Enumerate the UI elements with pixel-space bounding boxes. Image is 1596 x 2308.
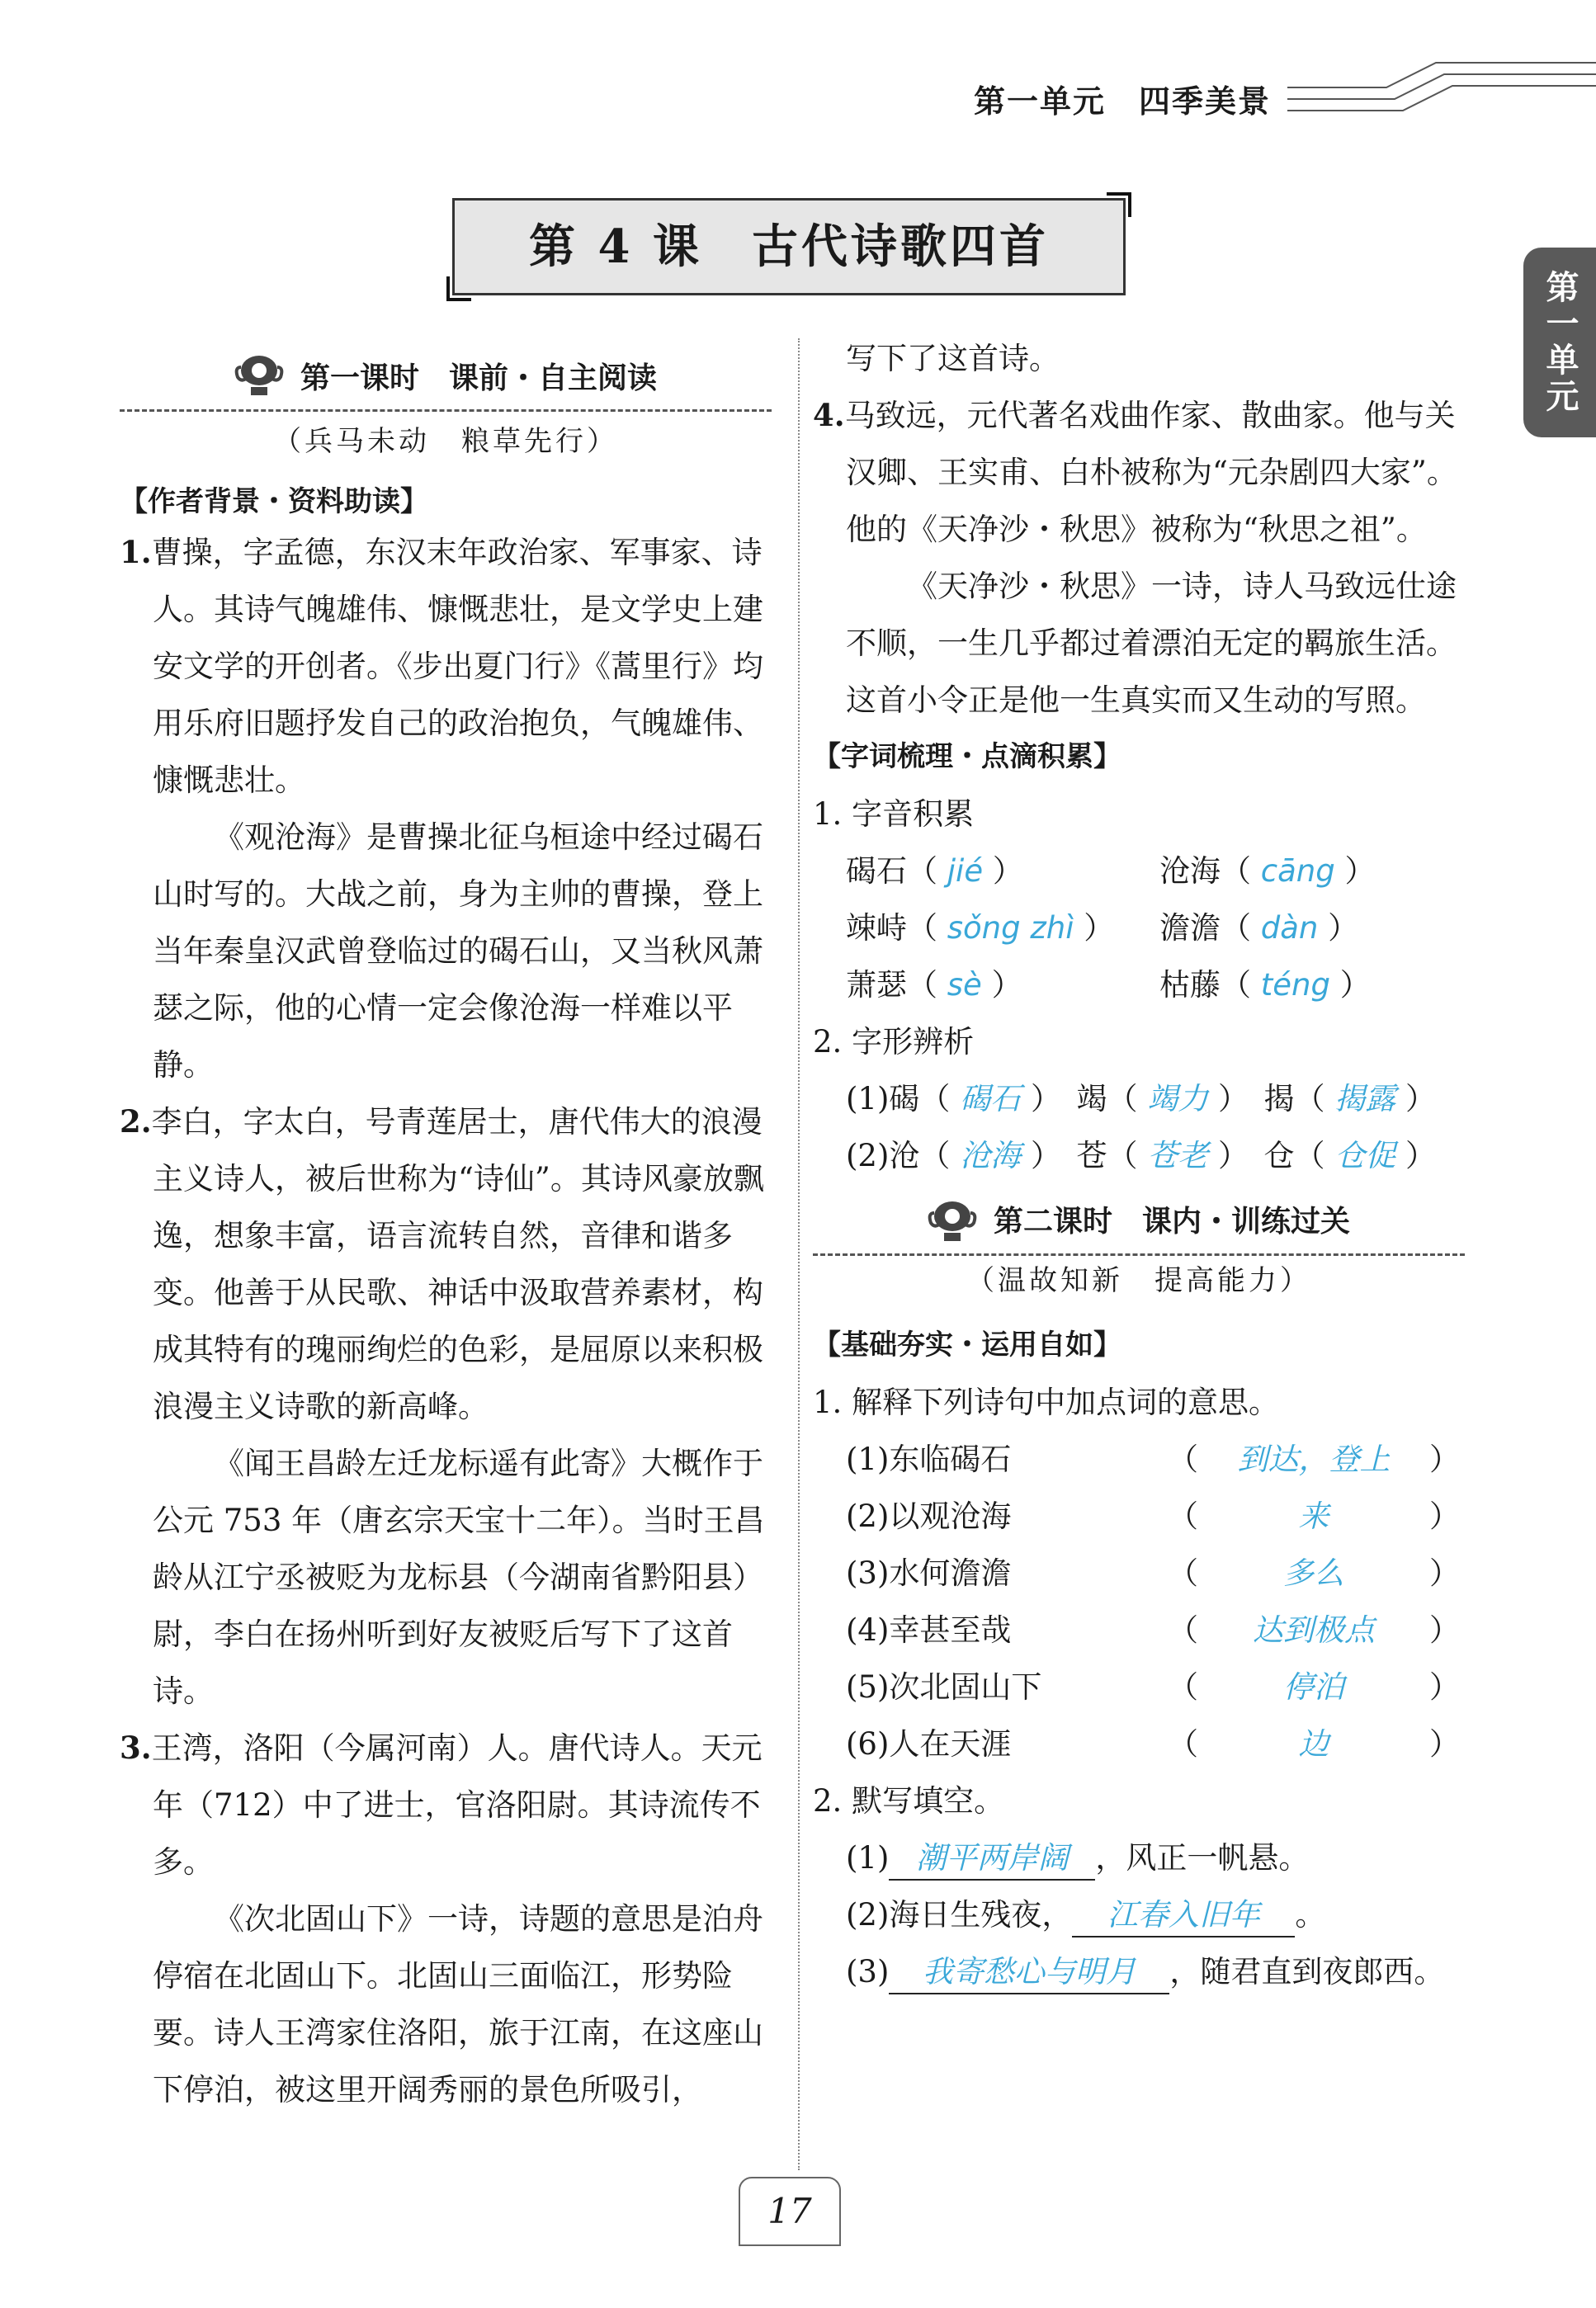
form-row: (2)沧（ 沧海 ） 苍（ 苍老 ） 仓（ 仓促 ）: [846, 1138, 1437, 1173]
lesson2-title: 第二课时 课内・训练过关: [993, 1204, 1350, 1239]
list-item: 3.王湾，洛阳（今属河南）人。唐代诗人。天元年（712）中了进士，官洛阳尉。其诗流传不多。: [120, 1730, 763, 1880]
trophy-icon: [234, 352, 284, 399]
fill-blank[interactable]: 潮平两岸阔: [889, 1838, 1095, 1881]
explain-row: (4)幸甚至哉 （ 达到极点 ）: [846, 1612, 1460, 1648]
handwritten-answer: sè: [947, 967, 982, 1003]
pinyin-item: 澹澹（ dàn ）: [1159, 910, 1359, 946]
pinyin-item: 萧瑟（ sè ）: [846, 967, 1022, 1003]
page-number: 17: [739, 2177, 841, 2246]
explain-row: (3)水何澹澹 （ 多么 ）: [846, 1555, 1460, 1591]
fill-blank[interactable]: 我寄愁心与明月: [889, 1952, 1169, 1994]
pinyin-item: 枯藤（ téng ）: [1159, 967, 1371, 1003]
list-item: 2.李白，字太白，号青莲居士，唐代伟大的浪漫主义诗人，被后世称为“诗仙”。其诗风豪放飘逸，想象丰富，语言流转自然，音律和谐多变。他善于从民歌、神话中汲取营养素材，构成其特有的瑰丽绚烂的色彩，是屈原以来积极浪漫主义诗歌的新高峰。: [120, 1103, 764, 1424]
dashed-rule: [120, 409, 772, 412]
lesson-title: 第 4 课 古代诗歌四首: [529, 219, 1049, 274]
explain-row: (2)以观沧海 （ 来 ）: [846, 1499, 1460, 1534]
column-divider: [798, 338, 800, 2170]
fill-row: (2)海日生残夜， 江春入旧年 。: [846, 1886, 1465, 1943]
lesson1-subtitle: （兵马未动 粮草先行）: [273, 425, 618, 458]
list-item: 《闻王昌龄左迁龙标遥有此寄》大概作于公元 753 年（唐玄宗天宝十二年）。当时王昌龄从江宁丞被贬为龙标县（今湖南省黔阳县）尉，李白在扬州听到好友被贬后写下了这首诗。: [153, 1446, 765, 1709]
unit-header: 第一单元 四季美景: [974, 83, 1272, 120]
section-heading-vocab: 【字词梳理・点滴积累】: [813, 740, 1121, 773]
form-rows: [813, 1070, 1465, 1184]
lesson1-heading: [120, 347, 772, 404]
list-item: 1.曹操，字孟德，东汉末年政治家、军事家、诗人。其诗气魄雄伟、慷慨悲壮，是文学史上建安文学的开创者。《步出夏门行》《蒿里行》均用乐府旧题抒发自己的政治抱负，气魄雄伟、慷慨悲壮。: [120, 534, 763, 798]
paragraph: 《天净沙・秋思》一诗，诗人马致远仕途不顺，一生几乎都过着漂泊无定的羁旅生活。这首小令正是他一生真实而又生动的写照。: [846, 569, 1457, 718]
section-heading-basics: 【基础夯实・运用自如】: [813, 1329, 1121, 1362]
left-column: [120, 347, 772, 2118]
author-background-list: [120, 524, 772, 2118]
pinyin-grid: [813, 842, 1465, 1013]
unit-side-tab[interactable]: 第一单元: [1523, 248, 1596, 437]
fill-blank[interactable]: 江春入旧年: [1072, 1895, 1295, 1937]
handwritten-answer: dàn: [1260, 910, 1319, 946]
pinyin-item: 沧海（ cāng ）: [1159, 853, 1376, 889]
question-pinyin: 1. 字音积累: [813, 796, 975, 832]
corner-decor: [1107, 192, 1131, 217]
trophy-icon: [928, 1198, 977, 1244]
continued-text: 写下了这首诗。: [846, 341, 1060, 376]
section-heading-background: 【作者背景・资料助读】: [120, 485, 428, 518]
list-item: 4.马致远，元代著名戏曲作家、散曲家。他与关汉卿、王实甫、白朴被称为“元杂剧四大家”。他的《天净沙・秋思》被称为“秋思之祖”。: [813, 397, 1457, 547]
fill-row: (3) 我寄愁心与明月 ，随君直到夜郎西。: [846, 1943, 1465, 2000]
question-forms: 2. 字形辨析: [813, 1024, 975, 1060]
handwritten-answer: téng: [1260, 967, 1330, 1003]
lesson2-heading: [813, 1192, 1465, 1250]
pinyin-item: 碣石（ jié ）: [846, 853, 1023, 889]
lesson-title-box: [452, 198, 1126, 295]
pinyin-item: 竦峙（ sǒng zhì ）: [846, 910, 1115, 946]
right-column: [813, 330, 1465, 2000]
explain-row: (5)次北固山下 （ 停泊 ）: [846, 1669, 1460, 1705]
lesson2-subtitle: （温故知新 提高能力）: [966, 1264, 1311, 1297]
explain-row: (6)人在天涯 （ 边 ）: [846, 1726, 1460, 1762]
list-item: 《观沧海》是曹操北征乌桓途中经过碣石山时写的。大战之前，身为主帅的曹操，登上当年秦皇汉武曾登临过的碣石山，又当秋风萧瑟之际，他的心情一定会像沧海一样难以平静。: [153, 819, 763, 1083]
header-decor-lines: [1287, 58, 1596, 124]
lesson1-title: 第一课时 课前・自主阅读: [300, 361, 657, 395]
question-fill: 2. 默写填空。: [813, 1783, 1005, 1819]
fill-list: [813, 1829, 1465, 2000]
handwritten-answer: cāng: [1260, 853, 1335, 889]
explain-row: (1)东临碣石 （ 到达，登上 ）: [846, 1442, 1460, 1477]
list-item: 《次北固山下》一诗，诗题的意思是泊舟停宿在北固山下。北固山三面临江，形势险要。诗人王湾家住洛阳，旅于江南，在这座山下停泊，被这里开阔秀丽的景色所吸引，: [153, 1901, 763, 2107]
handwritten-answer: sǒng zhì: [947, 910, 1074, 946]
fill-row: (1) 潮平两岸阔 ，风正一帆悬。: [846, 1829, 1465, 1886]
form-row: (1)碣（ 碣石 ） 竭（ 竭力 ） 揭（ 揭露 ）: [846, 1081, 1437, 1116]
corner-decor: [446, 276, 471, 301]
explain-list: [813, 1431, 1465, 1772]
handwritten-answer: jié: [947, 853, 984, 889]
question-explain: 1. 解释下列诗句中加点词的意思。: [813, 1385, 1280, 1420]
